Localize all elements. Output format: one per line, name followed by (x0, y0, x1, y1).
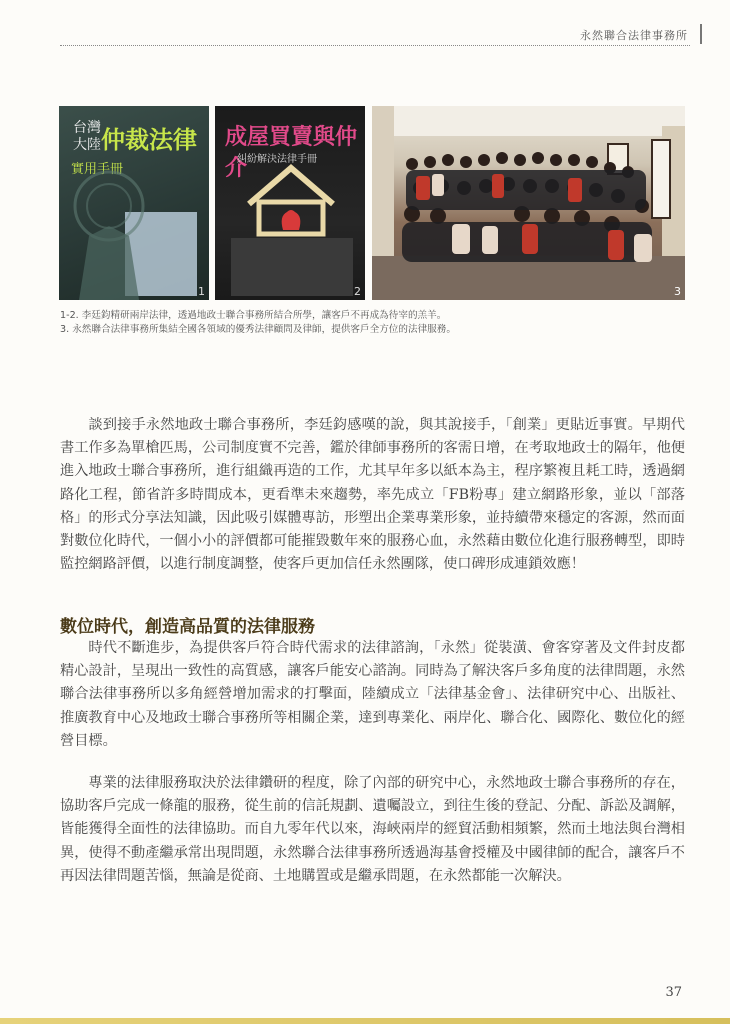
body-paragraph: 談到接手永然地政士聯合事務所，李廷鈞感嘆的說，與其說接手，「創業」更貼近事實。早期代書工作多為單槍匹馬，公司制度實不完善，鑑於律師事務所的客需日增，在考取地政士的隔年，他便進入地政士聯合事務所，進行組織再造的工作，尤其早年多以紙本為主，程序繁複且耗工時，透過網路化工程，節省許多時間成本，更看準未來趨勢，率先成立「FB粉專」建立網路形象，並以「部落格」的形式分享法知識，因此吸引媒體專訪，形塑出企業專業形象，並持續帶來穩定的客源，然而面對數位化時代，一個小小的評價都可能摧毀數年來的服務心血，永然藉由數位化進行服務轉型，即時監控網路評價，以進行制度調整，使客戶更加信任永然團隊，使口碑形成連鎖效應！ (60, 417, 685, 573)
book-subtitle: 實用手冊 (71, 162, 124, 177)
book-subtitle: 糾紛解決法律手冊 (237, 154, 317, 165)
book-title: 成屋買賣與仲介 (225, 125, 358, 181)
body-paragraph: 時代不斷進步，為提供客戶符合時代需求的法律諮詢，「永然」從裝潢、會客穿著及文件封皮都精心設計，呈現出一致性的高質感，讓客戶能安心諮詢。同時為了解決客戶多角度的法律問題，永然聯合法律事務所以多角經營增加需求的打擊面，陸續成立「法律基金會」、法律研究中心、出版社、推廣教育中心及地政士聯合事務所等相關企業，達到專業化、兩岸化、聯合化、國際化、數位化的經營目標。 (60, 640, 685, 749)
photo-number: 3 (674, 285, 681, 298)
photo-number: 2 (354, 285, 361, 298)
photo-number: 1 (198, 285, 205, 298)
house-frame-icon (243, 164, 339, 238)
book-title-big: 仲裁法律 (101, 126, 197, 154)
page-number: 37 (665, 985, 682, 1000)
bottom-border (0, 1018, 730, 1024)
running-header: 永然聯合法律事務所 (580, 29, 688, 42)
book-contents-panel (231, 238, 353, 296)
photo-captions (60, 309, 456, 337)
photo-arbitration-book (59, 106, 209, 300)
section-heading: 數位時代，創造高品質的法律服務 (60, 617, 315, 637)
caption-line: 3. 永然聯合法律事務所集結全國各領域的優秀法律顧問及律師，提供客戶全方位的法律服務。 (60, 324, 456, 335)
book-title (73, 120, 197, 155)
figure-silhouette-icon (59, 166, 209, 300)
caption-line: 1-2. 李廷鈞精研兩岸法律，透過地政士聯合事務所結合所學，讓客戶不再成為待宰的羔羊。 (60, 310, 447, 321)
book-title-small: 台灣 大陸 (73, 120, 101, 153)
photo-group-staff (372, 106, 685, 300)
photo-real-estate-book (215, 106, 365, 300)
header-rule (60, 45, 690, 46)
body-paragraph: 專業的法律服務取決於法律鑽研的程度，除了內部的研究中心，永然地政士聯合事務所的存在，協助客戶完成一條龍的服務，從生前的信託規劃、遺囑設立，到往生後的登記、分配、訴訟及調解，皆能獲得全面性的法律協助。而自九零年代以來，海峽兩岸的經貿活動相頻繁，然而土地法與台灣相異，使得不動產繼承常出現問題，永然聯合法律事務所透過海基會授權及中國律師的配合，讓客戶不再因法律問題苦惱，無論是從商、土地購置或是繼承問題，在永然都能一次解決。 (60, 775, 685, 884)
header-divider (700, 24, 702, 44)
group-photo-illustration (372, 106, 685, 300)
